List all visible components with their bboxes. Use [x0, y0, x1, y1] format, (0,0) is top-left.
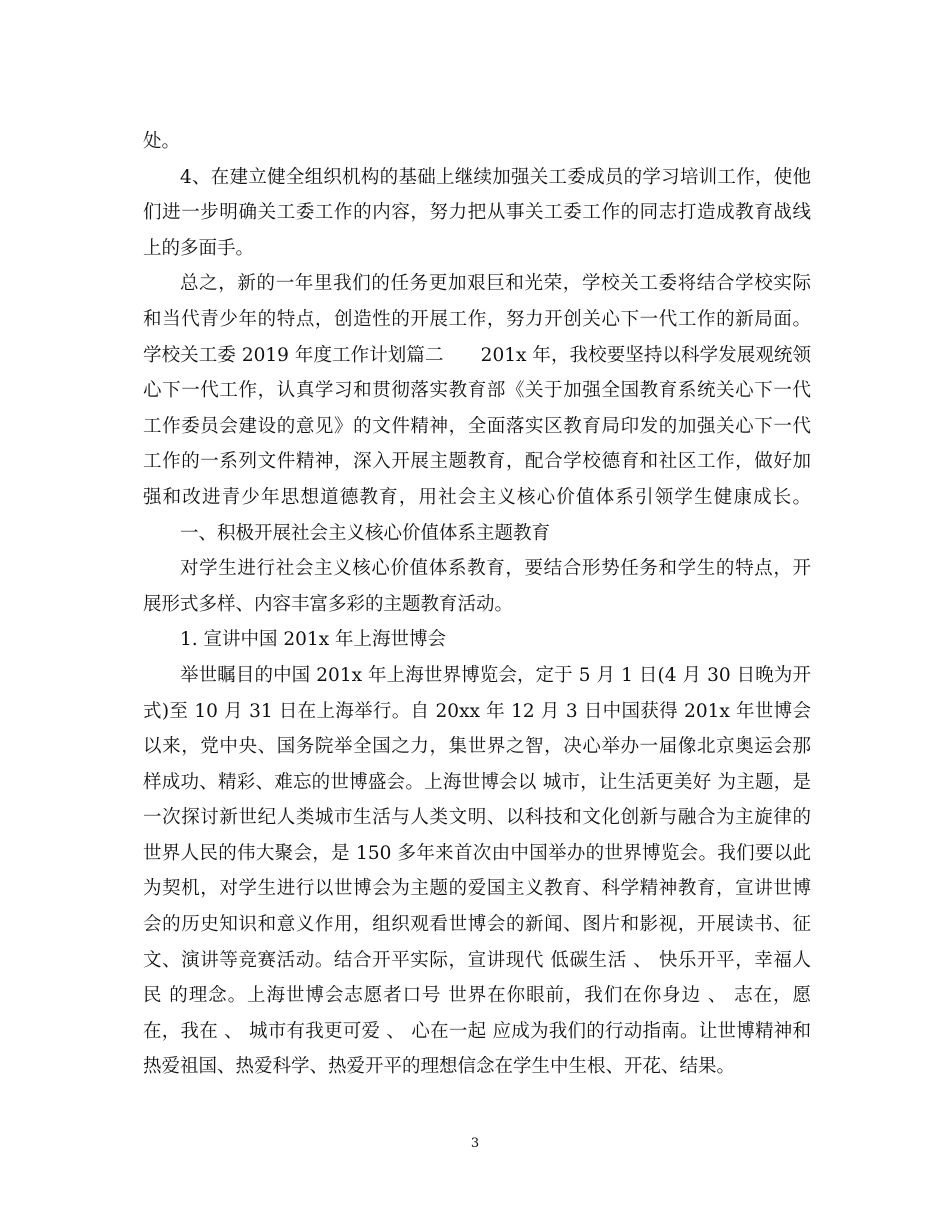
text-line: 民 的理念。上海世博会志愿者口号 世界在你眼前，我们在你身边 、 志在，愿 — [143, 985, 811, 1007]
text-line: 世界人民的伟大聚会，是 150 多年来首次由中国举办的世界博览会。我们要以此 — [143, 842, 811, 864]
subsection-heading: 1. 宣讲中国 201x 年上海世博会 — [180, 629, 447, 651]
text-line: 举世瞩目的中国 201x 年上海世界博览会，定于 5 月 1 日(4 月 30 日晚为开 — [180, 664, 811, 686]
text-line: 一次探讨新世纪人类城市生活与人类文明、以科技和文化创新与融合为主旋律的 — [143, 807, 811, 829]
text-line: 们进一步明确关工委工作的内容，努力把从事关工委工作的同志打造成教育战线 — [143, 202, 811, 224]
page-number: 3 — [470, 1136, 480, 1151]
text-line: 为契机，对学生进行以世博会为主题的爱国主义教育、科学精神教育，宣讲世博 — [143, 878, 811, 900]
text-line: 4、在建立健全组织机构的基础上继续加强关工委成员的学习培训工作，使他 — [180, 166, 811, 188]
text-line: 和当代青少年的特点，创造性的开展工作，努力开创关心下一代工作的新局面。 — [143, 308, 811, 330]
text-line: 对学生进行社会主义核心价值体系教育，要结合形势任务和学生的特点，开 — [180, 558, 811, 580]
section-heading: 一、积极开展社会主义核心价值体系主题教育 — [180, 522, 551, 544]
text-line: 工作的一系列文件精神，深入开展主题教育，配合学校德育和社区工作，做好加 — [143, 451, 811, 473]
text-line: 总之，新的一年里我们的任务更加艰巨和光荣，学校关工委将结合学校实际 — [180, 273, 811, 295]
text-line: 工作委员会建设的意见》的文件精神，全面落实区教育局印发的加强关心下一代 — [143, 415, 811, 437]
text-line: 展形式多样、内容丰富多彩的主题教育活动。 — [143, 593, 514, 615]
text-line: 强和改进青少年思想道德教育，用社会主义核心价值体系引领学生健康成长。 — [143, 486, 811, 508]
text-line: 以来，党中央、国务院举全国之力，集世界之智，决心举办一届像北京奥运会那 — [143, 736, 811, 758]
text-line: 在，我在 、 城市有我更可爱 、 心在一起 应成为我们的行动指南。让世博精神和 — [143, 1020, 811, 1042]
text-line: 式)至 10 月 31 日在上海举行。自 20xx 年 12 月 3 日中国获得 201x 年世博会 — [143, 700, 811, 722]
text-line: 心下一代工作，认真学习和贯彻落实教育部《关于加强全国教育系统关心下一代 — [143, 380, 811, 402]
text-line: 文、演讲等竞赛活动。结合开平实际，宣讲现代 低碳生活 、 快乐开平，幸福人 — [143, 949, 811, 971]
text-line: 处。 — [143, 131, 181, 152]
document-body — [143, 124, 811, 1085]
text-line: 学校关工委 2019 年度工作计划篇二 201x 年，我校要坚持以科学发展观统领 — [143, 344, 811, 366]
text-line: 会的历史知识和意义作用，组织观看世博会的新闻、图片和影视，开展读书、征 — [143, 914, 811, 936]
text-line: 样成功、精彩、难忘的世博盛会。上海世博会以 城市，让生活更美好 为主题，是 — [143, 771, 811, 793]
text-line: 上的多面手。 — [143, 237, 255, 259]
text-line: 热爱祖国、热爱科学、热爱开平的理想信念在学生中生根、开花、结果。 — [143, 1056, 736, 1078]
